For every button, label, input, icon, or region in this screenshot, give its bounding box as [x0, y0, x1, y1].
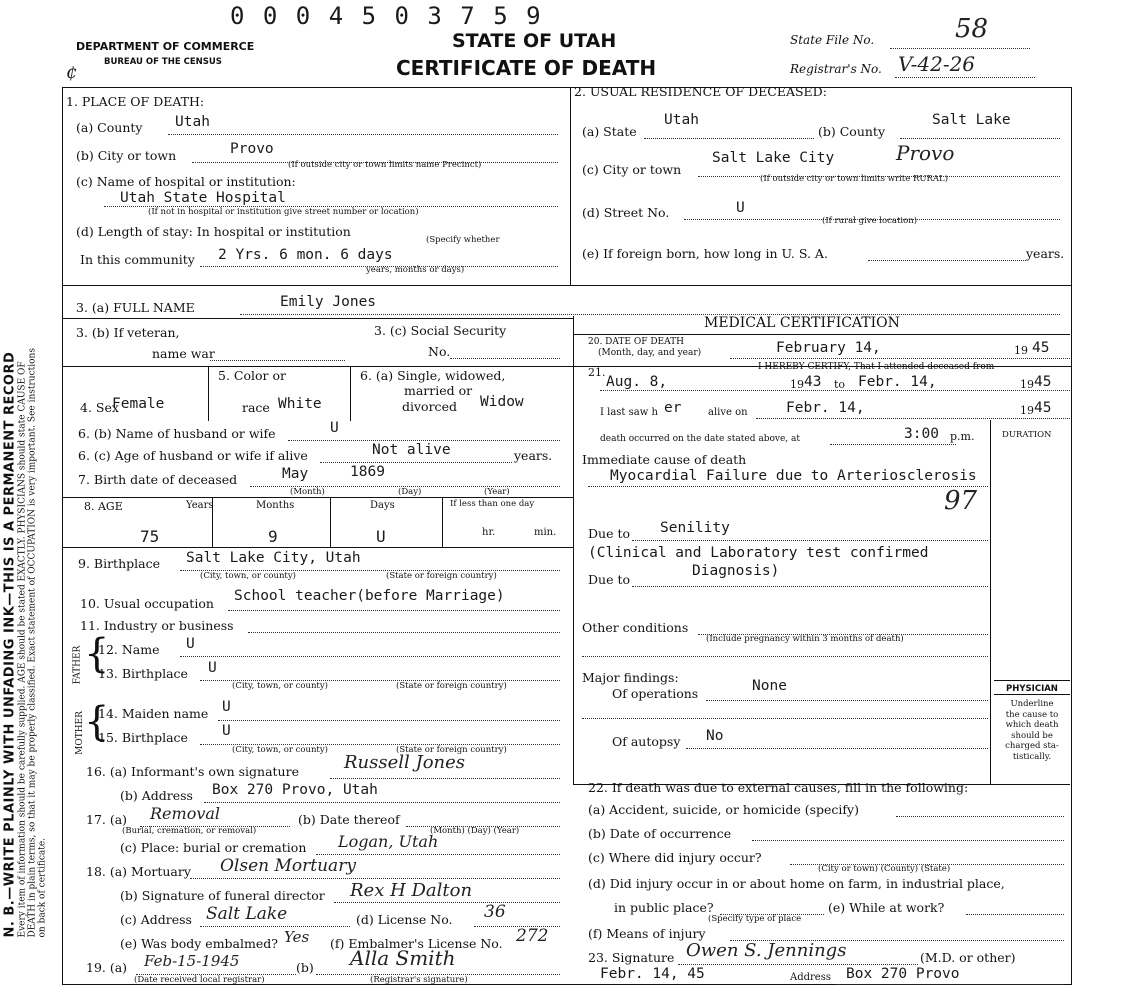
age-years-value: 75 [140, 527, 160, 546]
operations-label: Of operations [612, 686, 699, 701]
res-street-value: U [736, 200, 745, 216]
instruction-sidebar [3, 68, 48, 938]
immediate-cause-value: Myocardial Failure due to Arteriosclerosis [610, 468, 977, 484]
signature-label: 23. Signature [588, 950, 675, 965]
res-city-label: (c) City or town [582, 162, 682, 177]
bureau-label: BUREAU OF THE CENSUS [104, 57, 222, 67]
sidebar-line2: Every item of information should be carefully supplied. AGE should be stated EXACTLY. PHYSICIANS should state CAUSE OF [17, 361, 28, 938]
age-label: 8. AGE [84, 500, 123, 513]
mortuary-address-label: (c) Address [120, 912, 192, 927]
birth-year: 1869 [350, 464, 385, 480]
dod-value: February 14, [776, 340, 881, 356]
registrar-sig-note: (Registrar's signature) [370, 975, 468, 985]
age-months-header: Months [256, 500, 295, 511]
status-label: 6. (a) Single, widowed, [360, 368, 506, 383]
external-a: (a) Accident, suicide, or homicide (specify) [588, 802, 859, 817]
informant-signature: Russell Jones [344, 752, 466, 773]
spouse-age-years: years. [514, 448, 553, 463]
industry-label: 11. Industry or business [80, 618, 234, 633]
embalmed-label: (e) Was body embalmed? [120, 936, 278, 951]
age-days-header: Days [370, 500, 395, 511]
birth-date-label: 7. Birth date of deceased [78, 472, 238, 487]
death-time: 3:00 [904, 426, 939, 442]
dod-note: (Month, day, and year) [598, 348, 702, 358]
license-value: 36 [484, 902, 506, 922]
community-label: In this community [80, 252, 195, 267]
physician-address-label: Address [790, 972, 831, 983]
informant-label: 16. (a) Informant's own signature [86, 764, 299, 779]
father-state-note: (State or foreign country) [396, 681, 507, 691]
father-name-label: 12. Name [98, 642, 160, 657]
hospital-value: Utah State Hospital [120, 190, 286, 206]
maiden-value: U [222, 699, 231, 715]
city-note: (If outside city or town limits name Precinct) [288, 160, 482, 170]
sidebar-line3: DEATH in plain terms, so that it may be properly classified. Exact statement of OCCUPATION is very important. See instructions [27, 348, 38, 938]
res-county-value: Salt Lake [932, 112, 1011, 128]
ss-label: 3. (c) Social Security [374, 323, 507, 338]
city-value: Provo [230, 141, 274, 157]
residence-heading: 2. USUAL RESIDENCE OF DECEASED: [574, 84, 827, 99]
age-days-value: U [376, 527, 386, 546]
physician-signature: Owen S. Jennings [686, 940, 847, 961]
underline-line-3: which death [1005, 720, 1059, 730]
department-label: DEPARTMENT OF COMMERCE [76, 40, 255, 53]
spouse-label: 6. (b) Name of husband or wife [78, 426, 276, 441]
res-city-note: (If outside city or town limits write RURAL) [760, 174, 949, 184]
received-note: (Date received local registrar) [134, 975, 265, 985]
age-min: min. [534, 527, 557, 538]
full-name-label: 3. (a) FULL NAME [76, 300, 195, 315]
dod-year: 45 [1032, 340, 1050, 356]
embalmed-value: Yes [284, 928, 310, 946]
age-months-value: 9 [268, 527, 278, 546]
foreign-label: (e) If foreign born, how long in U. S. A. [582, 246, 828, 261]
burial-value: Removal [150, 804, 221, 823]
alive-year-prefix: 19 [1020, 404, 1034, 417]
received-date: Feb-15-1945 [144, 952, 240, 970]
informant-address-label: (b) Address [120, 788, 193, 803]
other-conditions-note: (Include pregnancy within 3 months of death) [706, 634, 904, 644]
clinical-note: (Clinical and Laboratory test confirmed [588, 545, 929, 561]
mother-birthplace-label: 15. Birthplace [98, 730, 188, 745]
last-saw-label: I last saw h [600, 407, 658, 418]
received-b-label: (b) [296, 960, 314, 975]
received-label: 19. (a) [86, 960, 128, 975]
state-file-label: State File No. [790, 33, 875, 47]
physician-address: Box 270 Provo [846, 966, 960, 982]
spouse-age-value: Not alive [372, 442, 451, 458]
burial-label: 17. (a) [86, 812, 128, 827]
from-year-prefix: 19 [790, 378, 804, 391]
mortuary-label: 18. (a) Mortuary [86, 864, 191, 879]
corner-mark: ¢ [66, 62, 78, 83]
place-of-death-heading: 1. PLACE OF DEATH: [66, 94, 205, 109]
underline-line-6: tistically. [1012, 751, 1052, 762]
mother-label: MOTHER [74, 711, 85, 755]
father-label: FATHER [72, 645, 83, 685]
full-name-value: Emily Jones [280, 294, 377, 310]
foreign-years: years. [1026, 246, 1065, 261]
birthplace-note-state: (State or foreign country) [386, 571, 497, 581]
registrar-label: Registrar's No. [790, 62, 882, 76]
to-year: 45 [1034, 374, 1052, 390]
state-title: STATE OF UTAH [452, 30, 617, 52]
immediate-cause-label: Immediate cause of death [582, 452, 747, 467]
color-label: 5. Color or [218, 368, 286, 383]
underline-note [994, 695, 1070, 762]
occupation-label: 10. Usual occupation [80, 596, 214, 611]
sex-value: Female [112, 396, 165, 412]
hospital-note: (If not in hospital or institution give street number or location) [148, 207, 419, 217]
burial-note: (Burial, cremation, or removal) [122, 826, 257, 836]
underline-line-1: Underline [1010, 699, 1054, 709]
father-birthplace-value: U [208, 660, 217, 676]
signature-date: Febr. 14, 45 [600, 966, 705, 982]
major-findings-label: Major findings: [582, 670, 679, 685]
from-year: 43 [804, 374, 822, 390]
director-signature: Rex H Dalton [350, 880, 473, 901]
external-d2: in public place? [614, 900, 714, 915]
father-bracket: { [84, 631, 110, 677]
mother-birthplace-value: U [222, 723, 231, 739]
external-f: (f) Means of injury [588, 926, 706, 941]
due-to-2-label: Due to [588, 572, 630, 587]
res-city-value: Salt Lake City [712, 150, 835, 166]
res-state-value: Utah [664, 112, 699, 128]
war-label: name war [152, 346, 215, 361]
specify-note: (Specify whether [426, 235, 500, 245]
external-c-note: (City or town) (County) (State) [818, 864, 951, 874]
mother-bracket: { [84, 699, 110, 745]
veteran-label: 3. (b) If veteran, [76, 325, 180, 340]
age-hr: hr. [482, 527, 496, 538]
external-c: (c) Where did injury occur? [588, 850, 762, 865]
day-note: (Day) [398, 487, 422, 497]
medical-heading: MEDICAL CERTIFICATION [704, 315, 900, 331]
death-pm: p.m. [950, 430, 975, 443]
status-label-2: married or [404, 383, 473, 398]
ss-no-label: No. [428, 344, 451, 359]
burial-date-label: (b) Date thereof [298, 812, 400, 827]
mortuary-address-value: Salt Lake [206, 904, 288, 924]
mortuary-value: Olsen Mortuary [220, 856, 356, 876]
registrar-value: V-42-26 [898, 52, 976, 76]
certificate-title: CERTIFICATE OF DEATH [396, 56, 657, 80]
sidebar-line4: on back of certificate. [37, 837, 48, 938]
spouse-value: U [330, 420, 339, 436]
dod-year-prefix: 19 [1014, 344, 1028, 357]
attended-from: Aug. 8, [606, 374, 668, 390]
license-label: (d) License No. [356, 912, 453, 927]
county-label: (a) County [76, 120, 143, 135]
age-years-header: Years [186, 500, 214, 511]
physician-label: PHYSICIAN [994, 681, 1070, 695]
state-file-value: 58 [955, 14, 989, 44]
to-year-prefix: 19 [1020, 378, 1034, 391]
race-label: race [242, 400, 270, 415]
status-label-3: divorced [402, 399, 457, 414]
informant-address: Box 270 Provo, Utah [212, 782, 378, 798]
alive-year: 45 [1034, 400, 1052, 416]
other-conditions-label: Other conditions [582, 620, 689, 635]
due-to-2-value: Diagnosis) [692, 563, 780, 579]
city-label: (b) City or town [76, 148, 177, 163]
res-county-label: (b) County [818, 124, 886, 139]
res-state-label: (a) State [582, 124, 637, 139]
birthplace-label: 9. Birthplace [78, 556, 160, 571]
external-d: (d) Did injury occur in or about home on farm, in industrial place, [588, 876, 1005, 891]
month-note: (Month) [290, 487, 325, 497]
underline-line-2: the cause to [1005, 709, 1059, 720]
dod-label: 20. DATE OF DEATH [588, 337, 684, 347]
race-value: White [278, 396, 322, 412]
burial-place-value: Logan, Utah [338, 832, 439, 851]
birth-month: May [282, 466, 309, 482]
ymd-note: years, months or days) [366, 265, 465, 275]
community-value: 2 Yrs. 6 mon. 6 days [218, 247, 393, 263]
operations-value: None [752, 678, 787, 694]
cause-code: 97 [944, 486, 978, 516]
embalmer-value: 272 [516, 926, 549, 946]
underline-line-5: charged sta- [1005, 741, 1059, 751]
year-note: (Year) [484, 487, 510, 497]
external-d-note: (Specify type of place [708, 914, 802, 924]
md-label: (M.D. or other) [920, 950, 1016, 965]
attended-to: Febr. 14, [858, 374, 937, 390]
autopsy-label: Of autopsy [612, 734, 681, 749]
registrar-signature: Alla Smith [350, 946, 456, 970]
res-street-note: (If rural give location) [822, 216, 918, 226]
maiden-label: 14. Maiden name [98, 706, 209, 721]
father-name-value: U [186, 636, 195, 652]
mother-state-note: (State or foreign country) [396, 745, 507, 755]
res-street-label: (d) Street No. [582, 205, 670, 220]
due-to-1-label: Due to [588, 526, 630, 541]
occurred-text: death occurred on the date stated above, at [600, 434, 801, 444]
father-city-note: (City, town, or county) [232, 681, 328, 691]
physician-box [994, 680, 1070, 785]
last-saw-value: er [664, 400, 682, 416]
director-label: (b) Signature of funeral director [120, 888, 325, 903]
autopsy-value: No [706, 728, 724, 744]
duration-label: DURATION [1002, 430, 1052, 440]
alive-on-label: alive on [708, 407, 748, 418]
county-value: Utah [175, 114, 210, 130]
n21: 21. [588, 366, 606, 379]
stay-label: (d) Length of stay: In hospital or institution [76, 224, 351, 239]
burial-mdy-note: (Month) (Day) (Year) [430, 826, 520, 836]
hospital-label: (c) Name of hospital or institution: [76, 174, 296, 189]
mother-city-note: (City, town, or county) [232, 745, 328, 755]
to-label: to [834, 378, 846, 391]
serial-number: 0 0 0 4 5 0 3 7 5 9 [230, 2, 543, 30]
underline-line-4: should be [1011, 730, 1053, 741]
res-city-handwritten: Provo [896, 141, 955, 165]
birthplace-value: Salt Lake City, Utah [186, 550, 361, 566]
sidebar-title: N. B.—WRITE PLAINLY WITH UNFADING INK—THIS IS A PERMANENT RECORD [2, 351, 18, 938]
father-birthplace-label: 13. Birthplace [98, 666, 188, 681]
certify-text: I HEREBY CERTIFY, That I attended deceased from [758, 362, 995, 372]
occupation-value: School teacher(before Marriage) [234, 588, 505, 604]
sex-label: 4. Sex [80, 400, 119, 415]
external-b: (b) Date of occurrence [588, 826, 732, 841]
due-to-1-value: Senility [660, 520, 730, 536]
burial-place-label: (c) Place: burial or cremation [120, 840, 307, 855]
alive-date: Febr. 14, [786, 400, 865, 416]
status-value: Widow [480, 394, 524, 410]
birthplace-note-city: (City, town, or county) [200, 571, 296, 581]
embalmer-label: (f) Embalmer's License No. [330, 936, 503, 951]
spouse-age-label: 6. (c) Age of husband or wife if alive [78, 448, 308, 463]
external-e: (e) While at work? [828, 900, 945, 915]
external-heading: 22. If death was due to external causes, fill in the following: [588, 780, 969, 795]
age-less-note: If less than one day [450, 499, 535, 509]
